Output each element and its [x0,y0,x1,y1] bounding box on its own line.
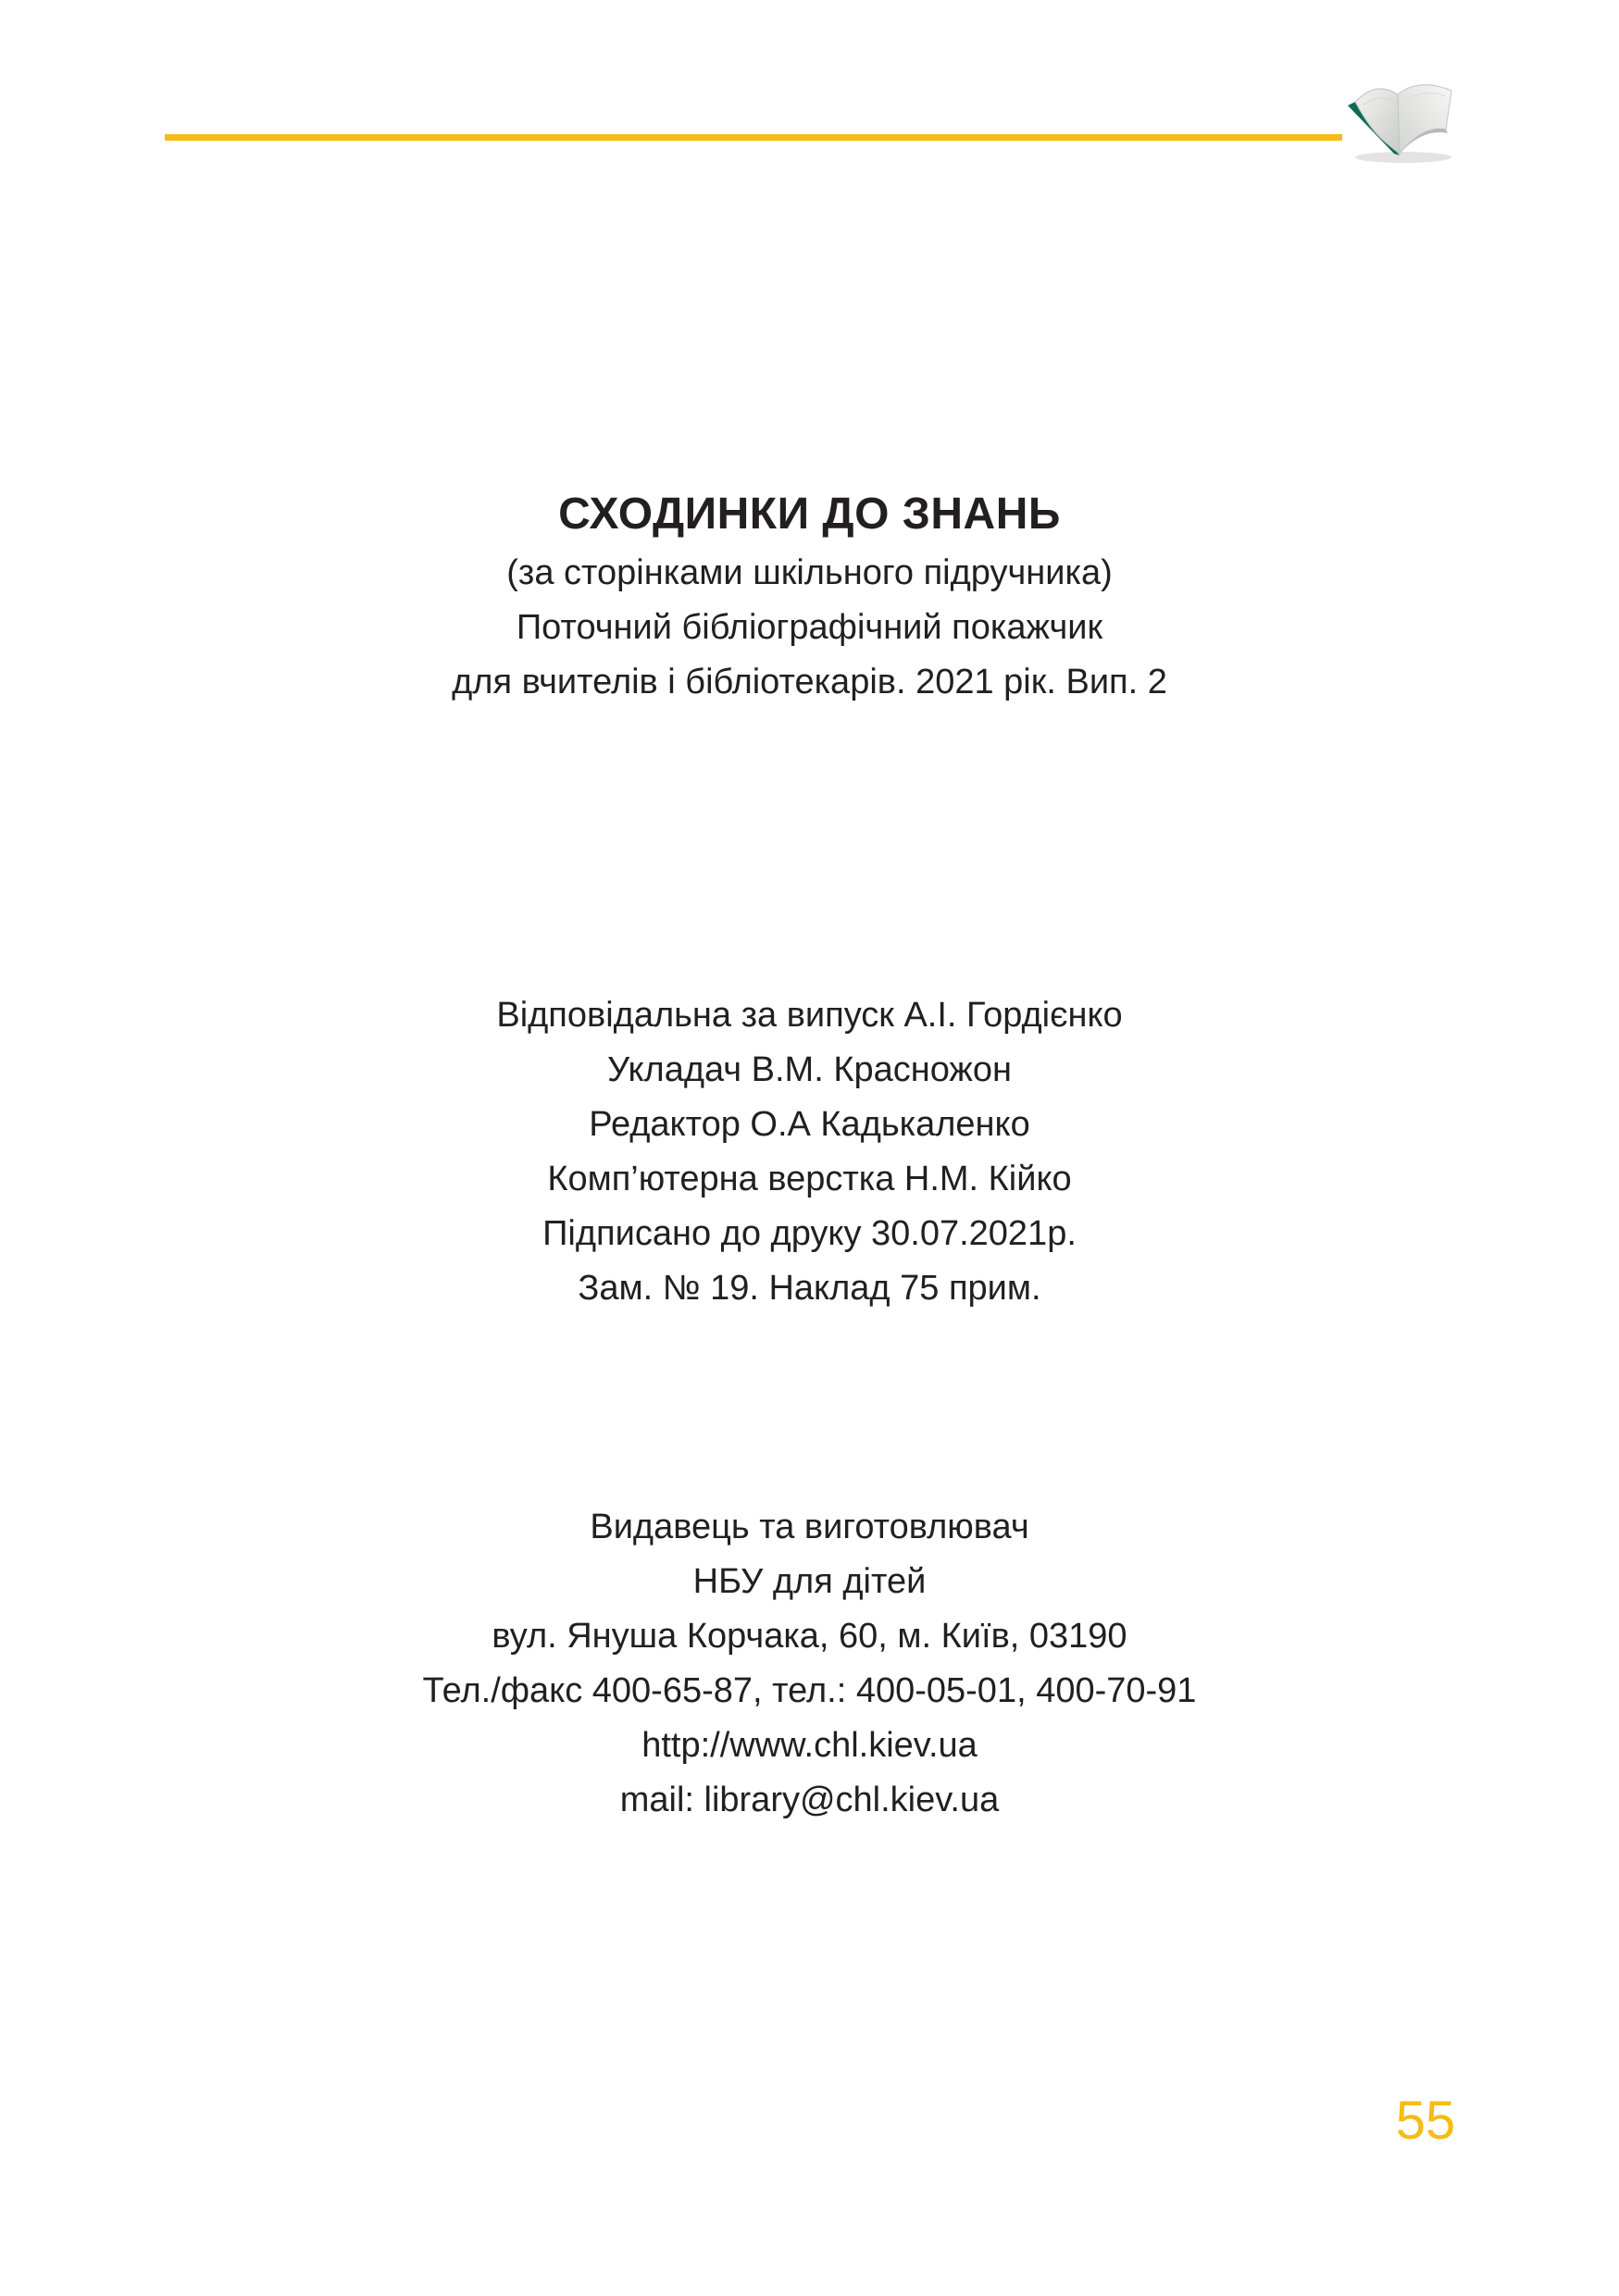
credits-block [0,988,1619,1316]
credit-order: Зам. № 19. Наклад 75 прим. [578,1269,1041,1308]
document-title: СХОДИНКИ ДО ЗНАНЬ [558,490,1061,539]
document-audience: для вчителів і бібліотекарів. 2021 рік. Вип. 2 [452,663,1167,701]
publisher-address: вул. Януша Корчака, 60, м. Київ, 03190 [492,1617,1127,1656]
title-block [0,483,1619,710]
publisher-phones: Тел./факс 400-65-87, тел.: 400-05-01, 400-70-91 [422,1671,1197,1710]
credit-signed: Підписано до друку 30.07.2021р. [542,1214,1077,1253]
publisher-block [0,1500,1619,1828]
document-type: Поточний бібліографічний покажчик [516,608,1103,647]
publisher-label: Видавець та виготовлювач [590,1508,1029,1546]
credit-compiler: Укладач В.М. Красножон [607,1050,1012,1089]
header-rule [165,134,1342,141]
publisher-website-link[interactable]: http://www.chl.kiev.ua [641,1726,978,1765]
credit-responsible: Відповідальна за випуск А.І. Гордієнко [496,996,1123,1035]
open-book-icon [1342,74,1459,167]
credit-editor: Редактор О.А Кадькаленко [589,1105,1030,1144]
page-number: 55 [1395,2091,1456,2151]
publisher-name: НБУ для дітей [692,1562,927,1601]
document-subtitle: (за сторінками шкільного підручника) [506,553,1113,592]
credit-layout: Комп’ютерна верстка Н.М. Кійко [547,1160,1072,1198]
publisher-email-link[interactable]: mail: library@chl.kiev.ua [619,1781,1000,1819]
